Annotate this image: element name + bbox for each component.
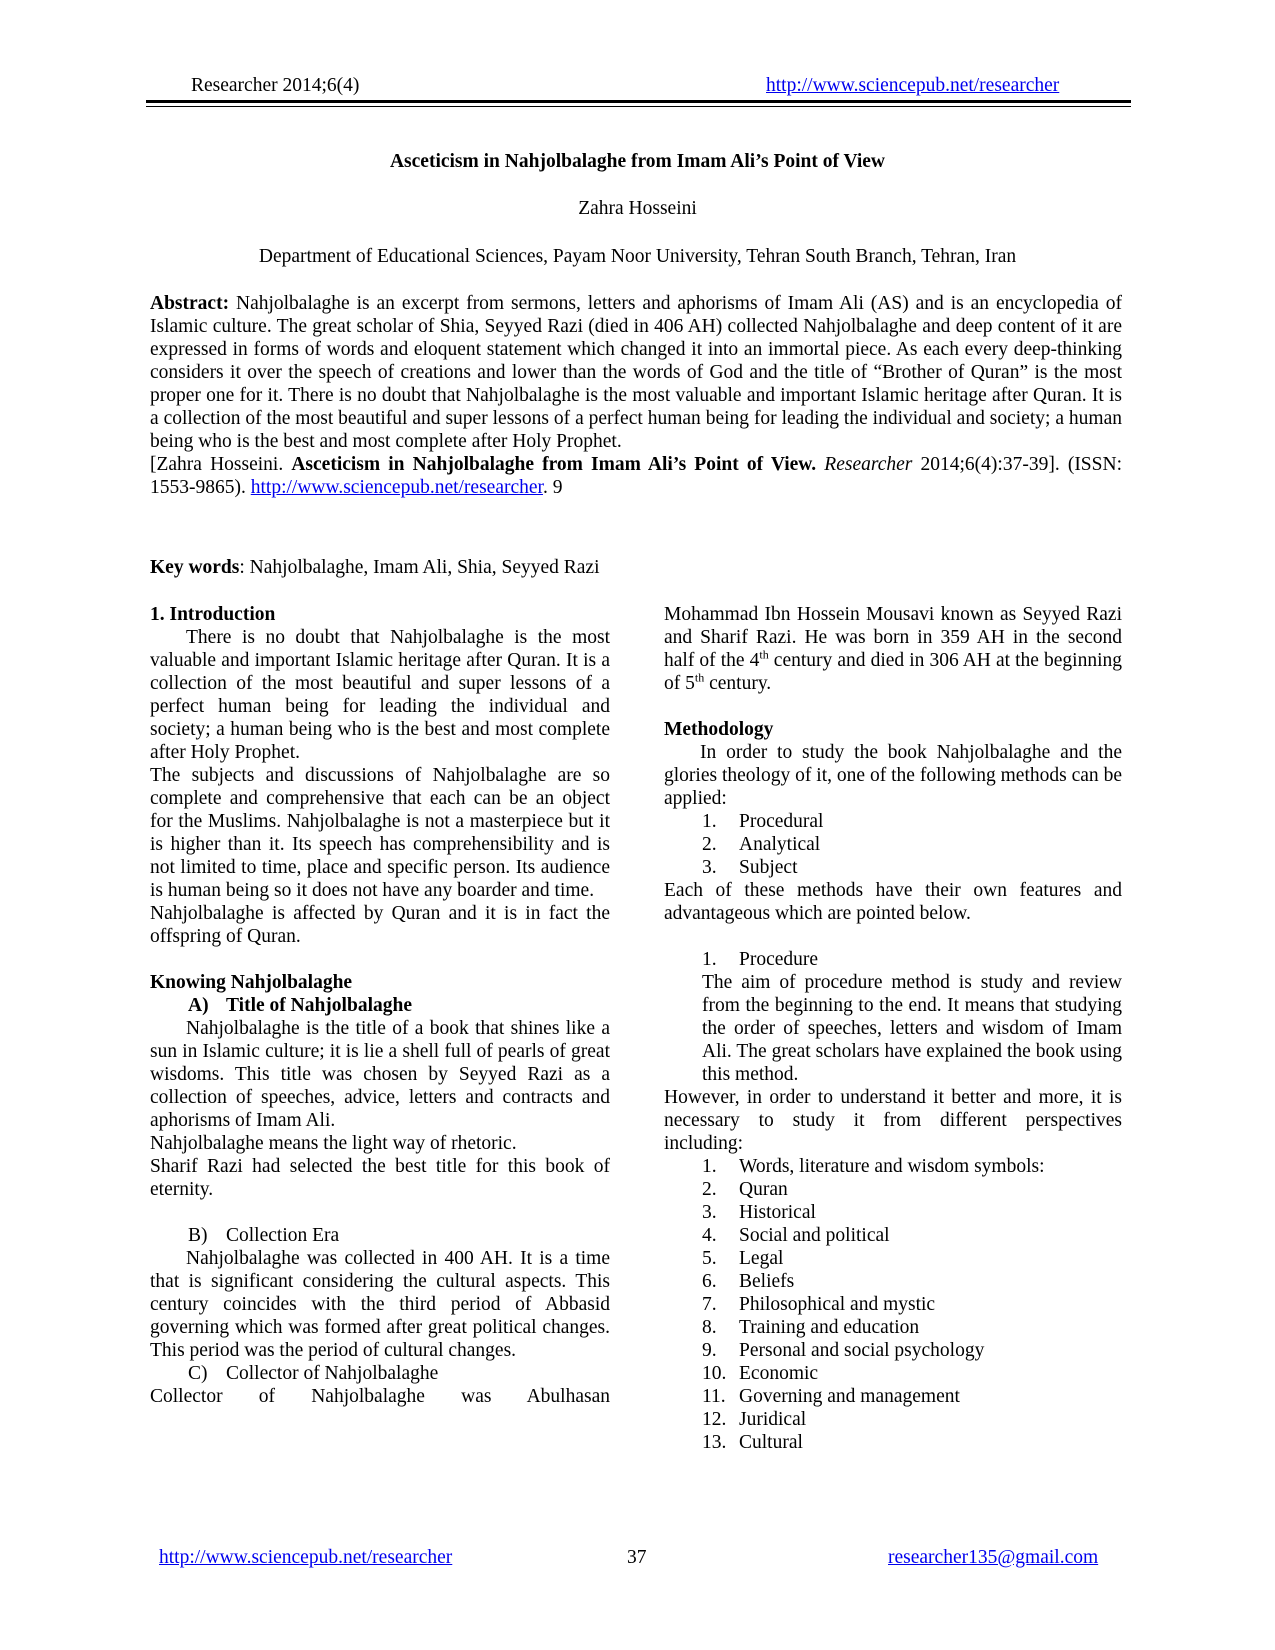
list-item: 4. Social and political xyxy=(702,1225,890,1246)
perspectives-list xyxy=(664,1155,1122,1454)
keywords-text: : Nahjolbalaghe, Imam Ali, Shia, Seyyed Razi xyxy=(239,557,600,578)
citation-paragraph xyxy=(150,453,1122,499)
abstract-paragraph xyxy=(150,292,1122,453)
subsection-b-title: Collection Era xyxy=(226,1225,340,1246)
page-number: 37 xyxy=(627,1547,647,1568)
subsection-heading-b xyxy=(150,1224,610,1247)
title-paragraph-2: Nahjolbalaghe means the light way of rhetoric. xyxy=(150,1133,517,1154)
continuation-text-b: century and died in 306 AH at the beginning of 5 xyxy=(664,650,1123,694)
header-rule-thin xyxy=(146,106,1131,107)
keywords-line xyxy=(150,556,600,579)
list-item: 9. Personal and social psychology xyxy=(702,1340,985,1361)
collector-continuation xyxy=(664,603,1122,695)
right-column xyxy=(664,603,1122,1454)
list-item: 1. Procedure xyxy=(702,949,819,970)
however-paragraph: However, in order to understand it better and more, it is necessary to study it from different perspectives including: xyxy=(664,1087,1122,1154)
paper-title: Asceticism in Nahjolbalaghe from Imam Ali’s Point of View xyxy=(389,151,886,172)
intro-paragraph-1: There is no doubt that Nahjolbalaghe is the most valuable and important Islamic heritage after Quran. It is a collection of the most beautiful and super lessons of a perfect human being for leading the individual and society; a human being who is the best and most complete after Holy Prophet. xyxy=(150,627,610,763)
ordinal-suffix-2: th xyxy=(694,670,705,685)
section-heading-introduction: 1. Introduction xyxy=(150,604,276,625)
list-item: 13. Cultural xyxy=(702,1432,803,1453)
title-paragraph-3: Sharif Razi had selected the best title for this book of eternity. xyxy=(150,1156,610,1200)
methods-list xyxy=(664,810,1122,879)
list-item: 3. Subject xyxy=(702,857,798,878)
citation-link[interactable]: http://www.sciencepub.net/researcher xyxy=(250,477,543,498)
author-name: Zahra Hosseini xyxy=(578,198,697,219)
citation-end: . 9 xyxy=(542,477,563,498)
continuation-text-c: century. xyxy=(704,673,772,694)
list-item: 12. Juridical xyxy=(702,1409,807,1430)
procedure-heading-list xyxy=(664,948,1122,971)
title-paragraph-1: Nahjolbalaghe is the title of a book that shines like a sun in Islamic culture; it is lie a shell full of pearls of great wisdoms. This title was chosen by Seyyed Razi as a collection of speeches, advice, letters and contracts and aphorisms of Imam Ali. xyxy=(150,1018,610,1131)
list-item: 6. Beliefs xyxy=(702,1271,795,1292)
list-item: 5. Legal xyxy=(702,1248,784,1269)
author-affiliation: Department of Educational Sciences, Payam Noor University, Tehran South Branch, Tehran, Iran xyxy=(258,246,1017,267)
header-rule-thick xyxy=(146,100,1131,103)
collector-paragraph: Collector of Nahjolbalaghe was Abulhasan xyxy=(150,1386,610,1407)
list-item: 10. Economic xyxy=(702,1363,819,1384)
abstract-block xyxy=(150,292,1122,499)
footer-email-link[interactable]: researcher135@gmail.com xyxy=(888,1547,1099,1568)
citation-title: Asceticism in Nahjolbalaghe from Imam Ali’s Point of View. xyxy=(291,454,817,475)
list-item: 3. Historical xyxy=(702,1202,816,1223)
footer-link[interactable]: http://www.sciencepub.net/researcher xyxy=(159,1547,453,1568)
list-item: 1. Words, literature and wisdom symbols: xyxy=(702,1156,1045,1177)
ordinal-suffix-1: th xyxy=(759,647,769,662)
intro-paragraph-2: The subjects and discussions of Nahjolbalaghe are so complete and comprehensive that each can be an object for the Muslims. Nahjolbalaghe is not a masterpiece but it is higher than it. Its speech has comprehensibility and is not limited to time, place and specific person. Its audience is human being so it does not have any boarder and time. xyxy=(150,765,610,901)
list-item: 2. Quran xyxy=(702,1179,788,1200)
citation-journal: Researcher xyxy=(816,454,913,475)
subsection-b-label: B) xyxy=(188,1225,208,1246)
list-item: 2. Analytical xyxy=(702,834,821,855)
methodology-paragraph-1: In order to study the book Nahjolbalaghe and the glories theology of it, one of the following methods can be applied: xyxy=(664,742,1122,809)
running-header-link[interactable]: http://www.sciencepub.net/researcher xyxy=(766,75,1060,96)
list-item: 11. Governing and management xyxy=(702,1386,960,1407)
abstract-text: Nahjolbalaghe is an excerpt from sermons, letters and aphorisms of Imam Ali (AS) and is an encyclopedia of Islamic culture. The great scholar of Shia, Seyyed Razi (died in 406 AH) collected Nahjolbalaghe and deep content of it are expressed in forms of words and eloquent statement which changed it into an immortal piece. As each every deep-thinking considers it over the speech of creations and lower than the words of God and the title of “Brother of Quran” is the most proper one for it. There is no doubt that Nahjolbalaghe is the most valuable and important Islamic heritage after Quran. It is a collection of the most beautiful and super lessons of a perfect human being for leading the individual and society; a human being who is the best and most complete after Holy Prophet. xyxy=(150,293,1122,452)
left-column xyxy=(150,603,610,1408)
subsection-a-title: Title of Nahjolbalaghe xyxy=(226,995,412,1016)
keywords-label: Key words xyxy=(150,557,240,578)
citation-post: 2014;6(4):37-39]. (ISSN: 1553-9865). xyxy=(150,454,1122,498)
list-item: 8. Training and education xyxy=(702,1317,920,1338)
section-heading-methodology: Methodology xyxy=(664,719,774,740)
section-heading-knowing: Knowing Nahjolbalaghe xyxy=(150,972,353,993)
subsection-a-label: A) xyxy=(188,995,209,1016)
era-paragraph: Nahjolbalaghe was collected in 400 AH. It is a time that is significant considering the cultural aspects. This century coincides with the third period of Abbasid governing which was formed after great political changes. This period was the period of cultural changes. xyxy=(150,1248,610,1361)
running-header-journal: Researcher 2014;6(4) xyxy=(191,75,360,96)
procedure-paragraph: The aim of procedure method is study and review from the beginning to the end. It means that studying the order of speeches, letters and wisdom of Imam Ali. The great scholars have explained the book using this method. xyxy=(702,972,1122,1085)
citation-pre: [Zahra Hosseini. xyxy=(150,454,292,475)
continuation-text-a: Mohammad Ibn Hossein Mousavi known as Seyyed Razi and Sharif Razi. He was born in 359 AH in the second half of the 4 xyxy=(664,604,1122,671)
methodology-paragraph-2: Each of these methods have their own features and advantageous which are pointed below. xyxy=(664,880,1122,924)
list-item: 7. Philosophical and mystic xyxy=(702,1294,936,1315)
subsection-c-label: C) xyxy=(188,1363,208,1384)
subsection-heading-a xyxy=(150,994,610,1017)
subsection-heading-c xyxy=(150,1362,610,1385)
list-item: 1. Procedural xyxy=(702,811,824,832)
subsection-c-title: Collector of Nahjolbalaghe xyxy=(226,1363,439,1384)
abstract-label: Abstract: xyxy=(150,293,230,314)
intro-paragraph-3: Nahjolbalaghe is affected by Quran and it is in fact the offspring of Quran. xyxy=(150,903,610,947)
